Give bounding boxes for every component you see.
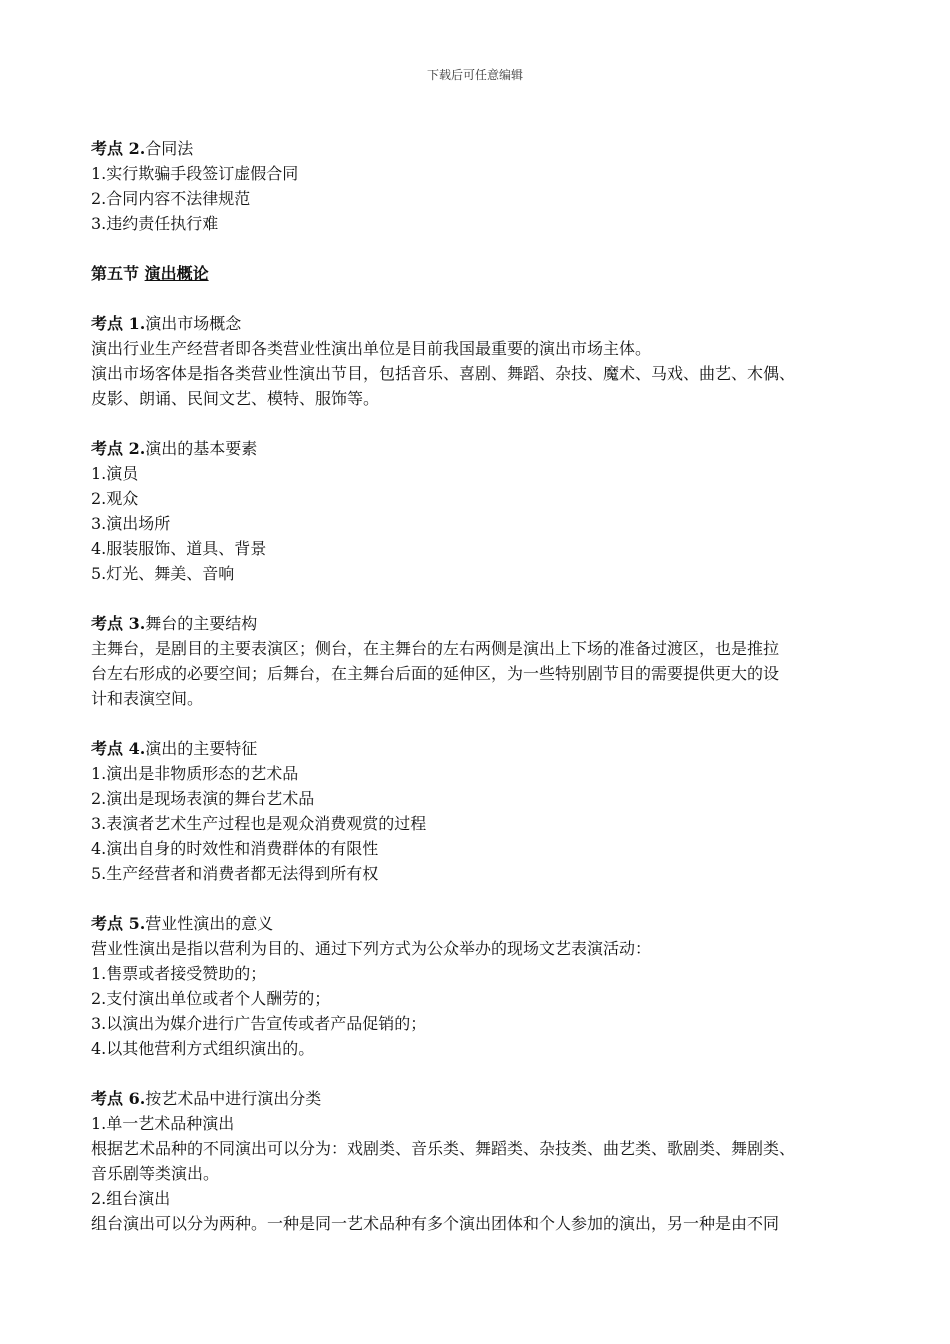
list-item: 2.支付演出单位或者个人酬劳的；: [91, 989, 331, 1008]
section-prefix: 第五节: [91, 264, 140, 283]
heading-prefix: 考点 2.: [91, 439, 146, 458]
heading-title: 合同法: [145, 139, 194, 158]
list-item: 1.单一艺术品种演出: [91, 1114, 235, 1133]
list-item: 1.实行欺骗手段签订虚假合同: [91, 164, 299, 183]
heading-title: 营业性演出的意义: [145, 914, 274, 933]
list-item: 4.服装服饰、道具、背景: [91, 539, 267, 558]
heading-kaodian: [91, 136, 881, 161]
paragraph-line: 演出市场客体是指各类营业性演出节目，包括音乐、喜剧、舞蹈、杂技、魔术、马戏、曲艺、木偶、: [91, 364, 796, 383]
list-item: 3.违约责任执行难: [91, 214, 219, 233]
heading-prefix: 考点 6.: [91, 1089, 146, 1108]
list-item: 2.合同内容不法律规范: [91, 189, 251, 208]
list-item: 2.观众: [91, 489, 139, 508]
paragraph-line: 演出行业生产经营者即各类营业性演出单位是目前我国最重要的演出市场主体。: [91, 339, 652, 358]
paragraph-line: 计和表演空间。: [91, 689, 204, 708]
heading-title: 舞台的主要结构: [145, 614, 258, 633]
list-item: 3.以演出为媒介进行广告宣传或者产品促销的；: [91, 1014, 427, 1033]
heading-title: 演出的主要特征: [145, 739, 258, 758]
list-item: 5.灯光、舞美、音响: [91, 564, 235, 583]
heading-kaodian: [91, 436, 881, 461]
page-header: 下载后可任意编辑: [426, 68, 523, 82]
section-heading: [91, 261, 881, 286]
heading-prefix: 考点 3.: [91, 614, 146, 633]
paragraph-line: 组台演出可以分为两种。一种是同一艺术品种有多个演出团体和个人参加的演出，另一种是由不同: [91, 1214, 780, 1233]
paragraph-line: 营业性演出是指以营利为目的、通过下列方式为公众举办的现场文艺表演活动：: [91, 939, 652, 958]
list-item: 2.演出是现场表演的舞台艺术品: [91, 789, 315, 808]
list-item: 2.组台演出: [91, 1189, 171, 1208]
heading-title: 演出市场概念: [145, 314, 242, 333]
heading-kaodian: [91, 1086, 881, 1111]
heading-kaodian: [91, 911, 881, 936]
list-item: 4.演出自身的时效性和消费群体的有限性: [91, 839, 379, 858]
list-item: 1.演员: [91, 464, 139, 483]
heading-prefix: 考点 1.: [91, 314, 146, 333]
paragraph-line: 根据艺术品种的不同演出可以分为：戏剧类、音乐类、舞蹈类、杂技类、曲艺类、歌剧类、舞剧类、: [91, 1139, 796, 1158]
list-item: 4.以其他营利方式组织演出的。: [91, 1039, 315, 1058]
paragraph-line: 音乐剧等类演出。: [91, 1164, 220, 1183]
heading-kaodian: [91, 736, 881, 761]
paragraph-line: 台左右形成的必要空间；后舞台，在主舞台后面的延伸区，为一些特别剧节目的需要提供更大的设: [91, 664, 780, 683]
heading-title: 演出的基本要素: [145, 439, 258, 458]
heading-prefix: 考点 4.: [91, 739, 146, 758]
heading-prefix: 考点 2.: [91, 139, 146, 158]
paragraph-line: 皮影、朗诵、民间文艺、模特、服饰等。: [91, 389, 380, 408]
section-title: 演出概论: [144, 264, 209, 283]
heading-kaodian: [91, 311, 881, 336]
list-item: 1.演出是非物质形态的艺术品: [91, 764, 299, 783]
heading-kaodian: [91, 611, 881, 636]
document-body: [91, 136, 881, 1236]
heading-title: 按艺术品中进行演出分类: [145, 1089, 322, 1108]
list-item: 1.售票或者接受赞助的；: [91, 964, 267, 983]
list-item: 3.演出场所: [91, 514, 171, 533]
list-item: 5.生产经营者和消费者都无法得到所有权: [91, 864, 379, 883]
heading-prefix: 考点 5.: [91, 914, 146, 933]
list-item: 3.表演者艺术生产过程也是观众消费观赏的过程: [91, 814, 427, 833]
paragraph-line: 主舞台，是剧目的主要表演区；侧台，在主舞台的左右两侧是演出上下场的准备过渡区，也是推拉: [91, 639, 780, 658]
